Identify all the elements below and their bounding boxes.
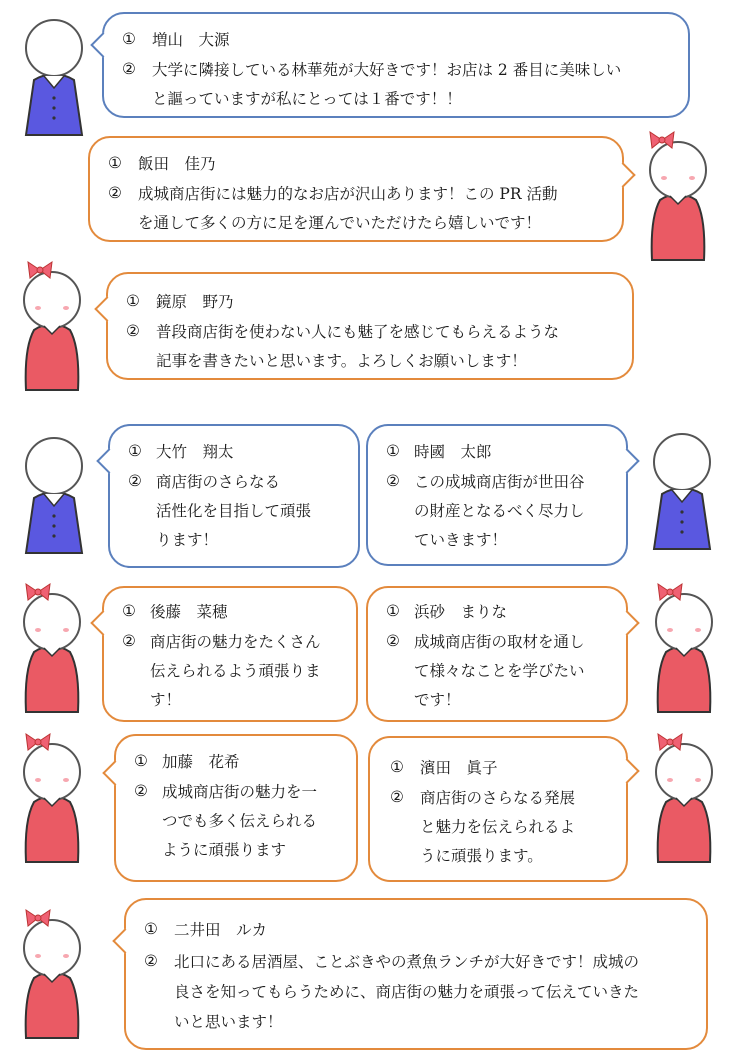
- name-mark: ①: [128, 442, 142, 460]
- comment-mark: ②: [108, 184, 122, 202]
- boy-figure-otake: [18, 428, 90, 562]
- comment-mark: ②: [122, 60, 136, 78]
- boy-figure-masuyama: [18, 10, 90, 144]
- member-name: 大竹 翔太: [156, 443, 234, 461]
- comment-line: す！: [150, 691, 182, 709]
- name-mark: ①: [134, 752, 148, 770]
- comment-mark: ②: [122, 632, 136, 650]
- speech-bubble-tokikuni: [366, 424, 628, 566]
- name-mark: ①: [386, 602, 400, 620]
- comment-line: ていきます！: [414, 531, 508, 549]
- comment-line: 記事を書きたいと思います。よろしくお願いします！: [156, 352, 527, 370]
- comment-line: 成城商店街の魅力を一: [162, 783, 318, 801]
- comment-line: と魅力を伝えられるよ: [420, 818, 576, 836]
- name-mark: ①: [126, 292, 140, 310]
- comment-line: て様々なことを学びたい: [414, 662, 585, 680]
- name-mark: ①: [122, 30, 136, 48]
- comment-line: ります！: [156, 531, 219, 549]
- comment-line: 商店街のさらなる発展: [420, 789, 576, 807]
- comment-line: の財産となるべく尽力し: [414, 502, 585, 520]
- name-mark: ①: [122, 602, 136, 620]
- member-name: 二井田 ルカ: [174, 921, 268, 939]
- girl-figure-niida: [14, 906, 90, 1046]
- name-mark: ①: [108, 154, 122, 172]
- comment-line: 成城商店街には魅力的なお店が沢山あります！この PR 活動: [138, 185, 558, 203]
- girl-figure-kagamihara: [14, 258, 90, 398]
- speech-bubble-kagamihara: [106, 272, 634, 380]
- member-name: 時國 太郎: [414, 443, 492, 461]
- comment-line: 良さを知ってもらうために、商店街の魅力を頑張って伝えていきた: [174, 983, 640, 1001]
- comment-line: 大学に隣接している林華苑が大好きです！お店は 2 番目に美味しい: [152, 61, 622, 79]
- speech-bubble-hamasuna: [366, 586, 628, 722]
- member-name: 鏡原 野乃: [156, 293, 234, 311]
- comment-line: と謳っていますが私にとっては１番です！！: [152, 90, 462, 108]
- girl-figure-kato: [14, 730, 90, 870]
- speech-bubble-niida: [124, 898, 708, 1050]
- boy-figure-tokikuni: [646, 424, 718, 558]
- speech-bubble-masuyama: [102, 12, 690, 118]
- comment-mark: ②: [126, 322, 140, 340]
- member-name: 浜砂 まりな: [414, 603, 508, 621]
- comment-mark: ②: [386, 632, 400, 650]
- comment-line: 成城商店街の取材を通し: [414, 633, 585, 651]
- girl-figure-hamada: [646, 730, 722, 870]
- comment-line: 活性化を目指して頑張: [156, 502, 312, 520]
- comment-line: 普段商店街を使わない人にも魅了を感じてもらえるような: [156, 323, 560, 341]
- comment-line: つでも多く伝えられる: [162, 812, 318, 830]
- member-name: 後藤 菜穂: [150, 603, 228, 621]
- comment-line: この成城商店街が世田谷: [414, 473, 585, 491]
- comment-line: です！: [414, 691, 461, 709]
- comment-mark: ②: [134, 782, 148, 800]
- comment-mark: ②: [144, 952, 158, 970]
- member-name: 飯田 佳乃: [138, 155, 216, 173]
- comment-line: 北口にある居酒屋、ことぶきやの煮魚ランチが大好きです！成城の: [174, 953, 640, 971]
- member-name: 増山 大源: [152, 31, 230, 49]
- comment-line: うに頑張ります。: [420, 847, 543, 865]
- name-mark: ①: [390, 758, 404, 776]
- comment-line: 伝えられるよう頑張りま: [150, 662, 321, 680]
- speech-bubble-hamada: [368, 736, 628, 882]
- comment-mark: ②: [390, 788, 404, 806]
- comment-mark: ②: [128, 472, 142, 490]
- name-mark: ①: [144, 920, 158, 938]
- girl-figure-hamasuna: [646, 580, 722, 720]
- comment-line: 商店街の魅力をたくさん: [150, 633, 321, 651]
- member-name: 濱田 眞子: [420, 759, 498, 777]
- comment-mark: ②: [386, 472, 400, 490]
- speech-bubble-goto: [102, 586, 358, 722]
- comment-line: 商店街のさらなる: [156, 473, 281, 491]
- name-mark: ①: [386, 442, 400, 460]
- comment-line: いと思います！: [174, 1013, 283, 1031]
- speech-bubble-otake: [108, 424, 360, 568]
- speech-bubble-kato: [114, 734, 358, 882]
- member-name: 加藤 花希: [162, 753, 240, 771]
- comment-line: ように頑張ります: [162, 841, 287, 859]
- speech-bubble-iida: [88, 136, 624, 242]
- comment-line: を通して多くの方に足を運んでいただけたら嬉しいです！: [138, 214, 542, 232]
- girl-figure-goto: [14, 580, 90, 720]
- girl-figure-iida: [640, 128, 716, 268]
